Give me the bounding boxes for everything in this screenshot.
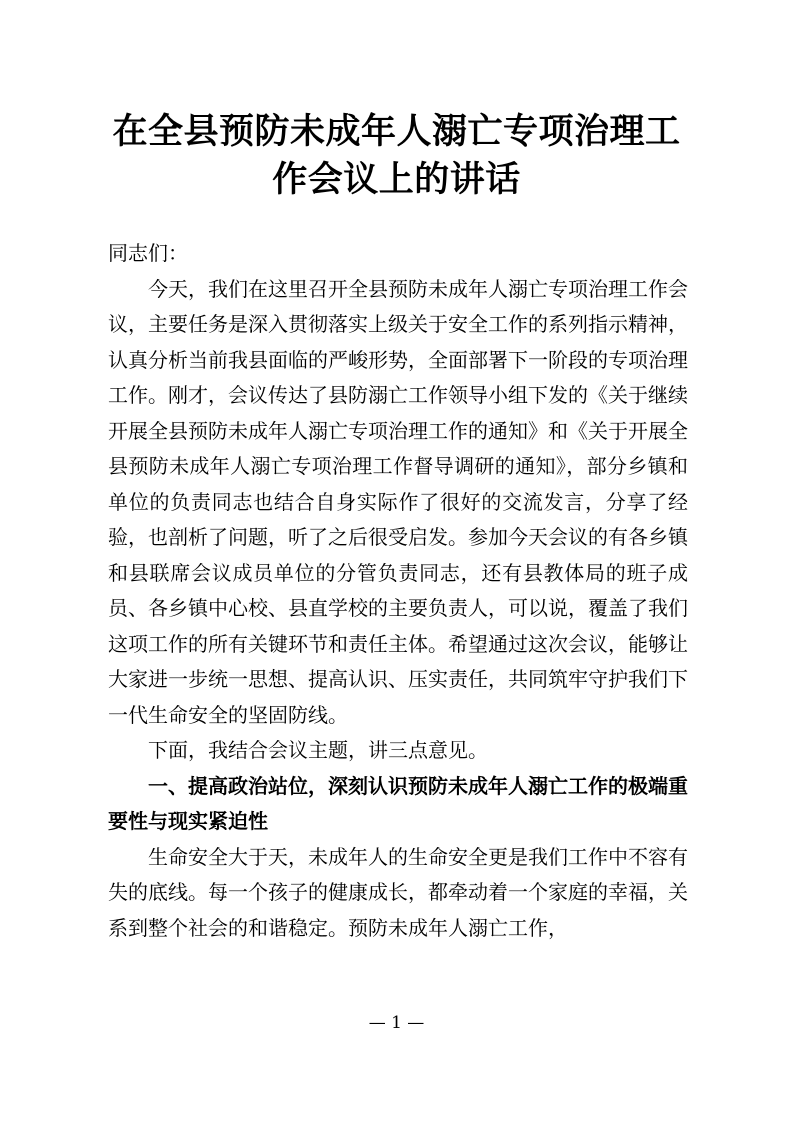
document-body	[108, 236, 688, 946]
salutation: 同志们：	[108, 241, 188, 265]
document-title: 在全县预防未成年人溺亡专项治理工作会议上的讲话	[112, 111, 681, 200]
section-heading-1: 一、提高政治站位，深刻认识预防未成年人溺亡工作的极端重要性与现实紧迫性	[108, 773, 688, 833]
paragraph-opening: 今天，我们在这里召开全县预防未成年人溺亡专项治理工作会议，主要任务是深入贯彻落实上级关于安全工作的系列指示精神，认真分析当前我县面临的严峻形势，全面部署下一阶段的专项治理工作。刚才，会议传达了县防溺亡工作领导小组下发的《关于继续开展全县预防未成年人溺亡专项治理工作的通知》和《关于开展全县预防未成年人溺亡专项治理工作督导调研的通知》，部分乡镇和单位的负责同志也结合自身实际作了很好的交流发言，分享了经验，也剖析了问题，听了之后很受启发。参加今天会议的有各乡镇和县联席会议成员单位的分管负责同志，还有县教体局的班子成员、各乡镇中心校、县直学校的主要负责人，可以说，覆盖了我们这项工作的所有关键环节和责任主体。希望通过这次会议，能够让大家进一步统一思想、提高认识、压实责任，共同筑牢守护我们下一代生命安全的坚固防线。	[108, 276, 688, 727]
page-number: — 1 —	[368, 1013, 425, 1033]
paragraph-outline: 下面，我结合会议主题，讲三点意见。	[148, 738, 488, 762]
paragraph-section-1: 生命安全大于天，未成年人的生命安全更是我们工作中不容有失的底线。每一个孩子的健康成长，都牵动着一个家庭的幸福，关系到整个社会的和谐稳定。预防未成年人溺亡工作，	[108, 844, 688, 940]
